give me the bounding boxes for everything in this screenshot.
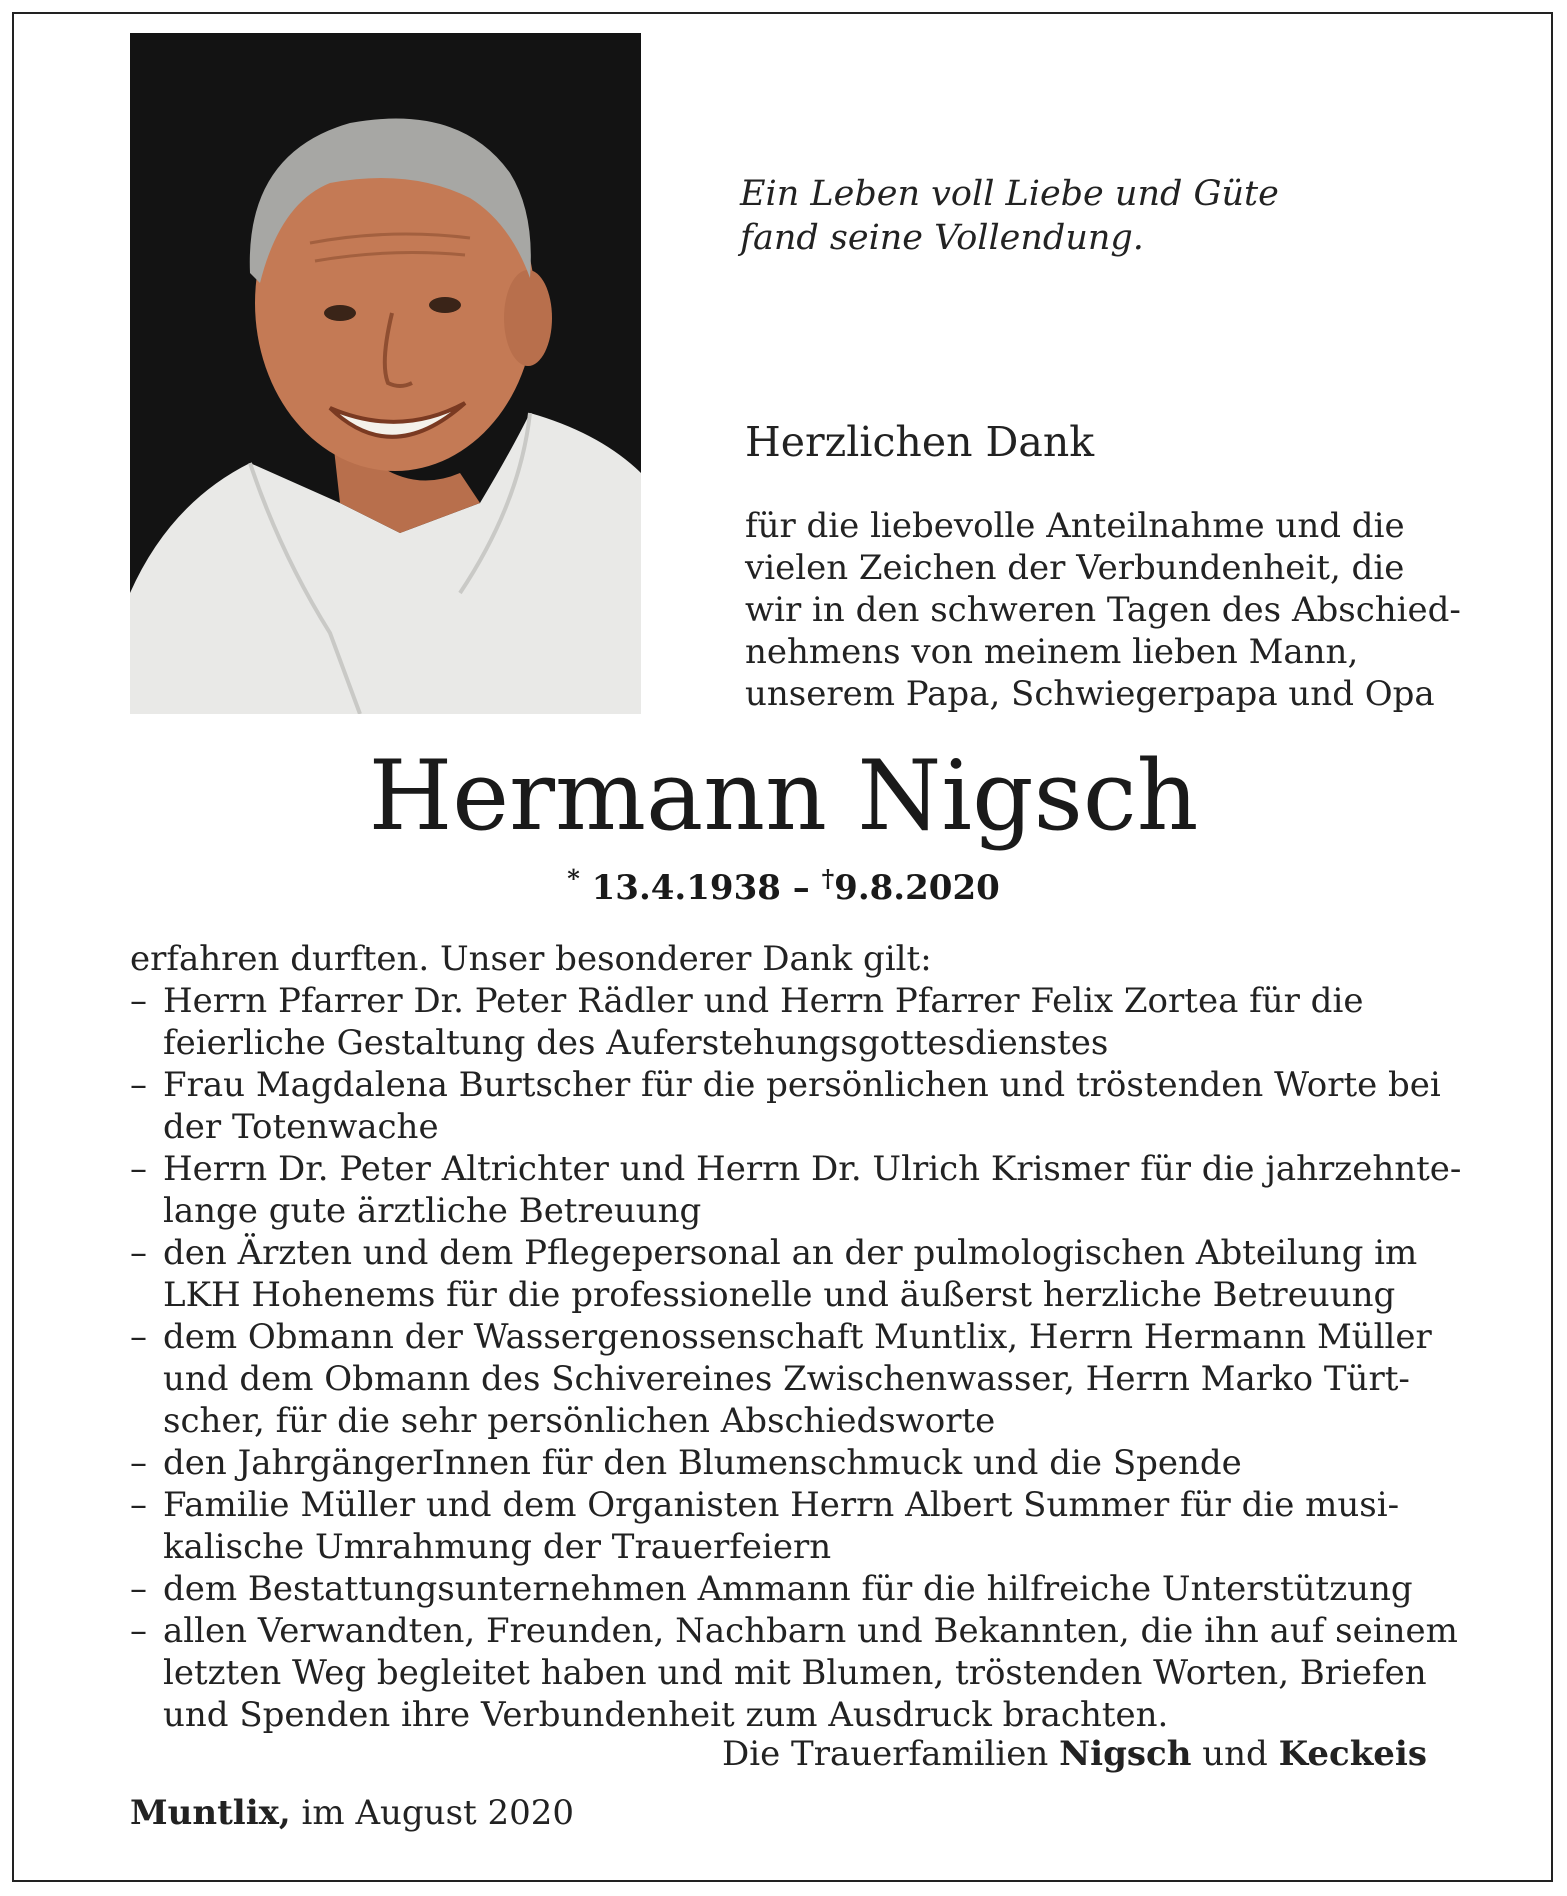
list-dash: – bbox=[130, 981, 147, 1021]
list-item-line: und Spenden ihre Verbundenheit zum Ausdruck brachten. bbox=[163, 1695, 1169, 1735]
list-item bbox=[130, 1568, 1438, 1610]
life-dates bbox=[0, 864, 1567, 908]
list-item-line: dem Obmann der Wassergenossenschaft Muntlix, Herrn Hermann Müller bbox=[163, 1317, 1432, 1357]
list-item bbox=[130, 1064, 1441, 1148]
list-item bbox=[130, 980, 1438, 1064]
list-item bbox=[130, 1484, 1438, 1568]
list-dash: – bbox=[130, 1149, 147, 1189]
list-item-line: Herrn Pfarrer Dr. Peter Rädler und Herrn Pfarrer Felix Zortea für die bbox=[163, 981, 1364, 1021]
memorial-quote bbox=[740, 172, 1279, 260]
signature-conjunction: und bbox=[1202, 1734, 1268, 1774]
birth-date: 13.4.1938 bbox=[591, 868, 781, 908]
list-dash: – bbox=[130, 1233, 147, 1273]
list-item-line: Frau Magdalena Burtscher für die persönlichen und tröstenden Worte bei bbox=[163, 1065, 1441, 1105]
list-item-line: kalische Umrahmung der Trauerfeiern bbox=[163, 1527, 832, 1567]
family-name-2: Keckeis bbox=[1278, 1734, 1427, 1774]
thanks-line: für die liebevolle Anteilnahme und die bbox=[745, 506, 1405, 546]
thanks-line: nehmens von meinem lieben Mann, bbox=[745, 632, 1359, 672]
thanks-intro: erfahren durften. Unser besonderer Dank gilt: bbox=[130, 939, 932, 979]
thanks-line: unserem Papa, Schwiegerpapa und Opa bbox=[745, 674, 1435, 714]
list-item-line: lange gute ärztliche Betreuung bbox=[163, 1191, 702, 1231]
date-separator: – bbox=[792, 868, 810, 908]
list-item bbox=[130, 1610, 1458, 1736]
list-item-line: Familie Müller und dem Organisten Herrn Albert Summer für die musi- bbox=[163, 1485, 1400, 1525]
death-date: 9.8.2020 bbox=[834, 868, 1000, 908]
list-item-line: allen Verwandten, Freunden, Nachbarn und Bekannten, die ihn auf seinem bbox=[163, 1611, 1458, 1651]
town: Muntlix, bbox=[130, 1793, 291, 1833]
death-symbol: † bbox=[821, 864, 835, 893]
list-item-line: den JahrgängerInnen für den Blumenschmuck und die Spende bbox=[163, 1443, 1242, 1483]
list-dash: – bbox=[130, 1443, 147, 1483]
list-item-line: dem Bestattungsunternehmen Ammann für die hilfreiche Unterstützung bbox=[163, 1569, 1413, 1609]
quote-line: fand seine Vollendung. bbox=[740, 218, 1144, 258]
list-item-line: feierliche Gestaltung des Auferstehungsgottesdienstes bbox=[163, 1023, 1109, 1063]
quote-line: Ein Leben voll Liebe und Güte bbox=[740, 174, 1279, 214]
thanks-line: vielen Zeichen der Verbundenheit, die bbox=[745, 548, 1405, 588]
list-item bbox=[130, 1316, 1438, 1442]
list-item bbox=[130, 1442, 1438, 1484]
deceased-name: Hermann Nigsch bbox=[368, 740, 1199, 852]
list-item-line: scher, für die sehr persönlichen Abschiedsworte bbox=[163, 1401, 996, 1441]
list-item-line: und dem Obmann des Schivereines Zwischenwasser, Herrn Marko Türt- bbox=[163, 1359, 1410, 1399]
thanks-line: wir in den schweren Tagen des Abschied- bbox=[745, 590, 1461, 630]
date-text: im August 2020 bbox=[301, 1793, 575, 1833]
list-dash: – bbox=[130, 1485, 147, 1525]
list-dash: – bbox=[130, 1065, 147, 1105]
family-name-1: Nigsch bbox=[1059, 1734, 1192, 1774]
list-item bbox=[130, 1232, 1438, 1316]
thanks-paragraph bbox=[745, 505, 1461, 715]
list-dash: – bbox=[130, 1611, 147, 1651]
list-dash: – bbox=[130, 1317, 147, 1357]
thanks-list bbox=[130, 980, 1462, 1736]
thanks-list-section bbox=[130, 938, 1462, 1736]
place-and-date bbox=[130, 1793, 574, 1833]
list-dash: – bbox=[130, 1569, 147, 1609]
list-item-line: LKH Hohenems für die professionelle und äußerst herzliche Betreuung bbox=[163, 1275, 1396, 1315]
signature-prefix: Die Trauerfamilien bbox=[721, 1734, 1049, 1774]
portrait-photo bbox=[130, 33, 641, 714]
list-item-line: letzten Weg begleitet haben und mit Blumen, tröstenden Worten, Briefen bbox=[163, 1653, 1427, 1693]
list-item-line: Herrn Dr. Peter Altrichter und Herrn Dr. Ulrich Krismer für die jahrzehnte- bbox=[163, 1149, 1462, 1189]
portrait-illustration bbox=[130, 33, 641, 714]
thanks-heading: Herzlichen Dank bbox=[745, 418, 1095, 466]
list-item-line: der Totenwache bbox=[163, 1107, 439, 1147]
list-item bbox=[130, 1148, 1462, 1232]
signature bbox=[722, 1734, 1427, 1774]
list-item-line: den Ärzten und dem Pflegepersonal an der pulmologischen Abteilung im bbox=[163, 1233, 1418, 1273]
birth-symbol: * bbox=[567, 864, 580, 893]
